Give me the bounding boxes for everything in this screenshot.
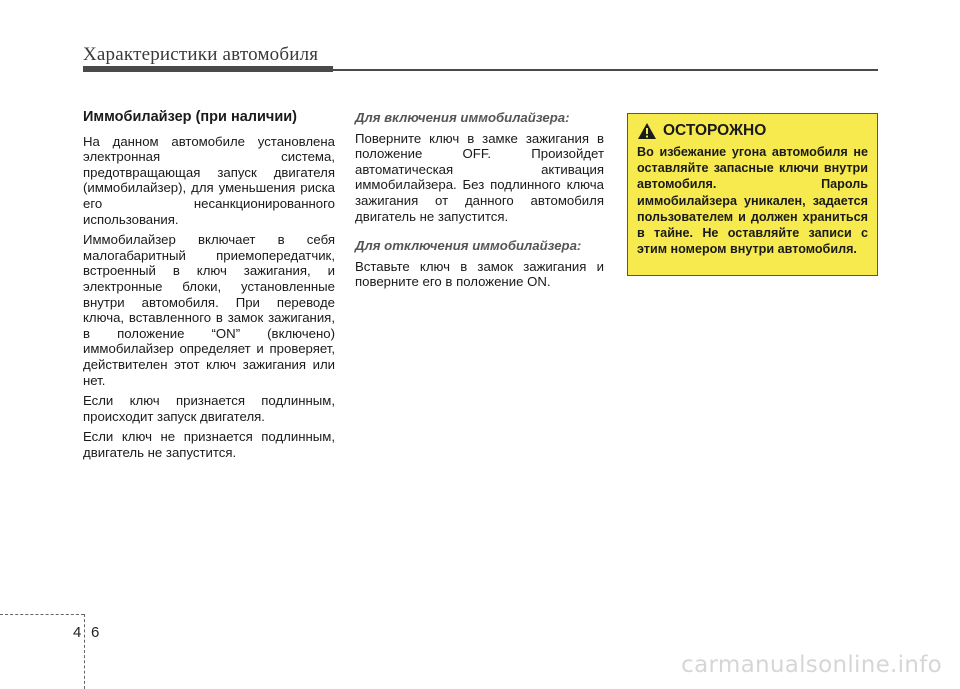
section-number: 4 xyxy=(73,624,82,641)
paragraph: Иммобилайзер включает в себя малогабаритный приемопередатчик, встроенный в ключ зажигания, и электронные блоки, установленные внутри автомобиля. При переводе ключа, вставленного в замок зажигания, в положение “ON” (включено) иммобилайзер определяет и проверяет, действителен этот ключ зажигания или нет. xyxy=(83,232,335,388)
warning-title: ОСТОРОЖНО xyxy=(663,122,767,139)
paragraph: На данном автомобиле установлена электронная система, предотвращающая запуск двигателя (иммобилайзер), для уменьшения риска его несанкционированного использования. xyxy=(83,133,335,227)
warning-triangle-icon xyxy=(637,122,657,140)
footer-divider-vertical xyxy=(84,614,85,689)
footer-divider-horizontal xyxy=(0,614,84,615)
disable-immobilizer-text: Вставьте ключ в замок зажигания и поверните его в положение ON. xyxy=(355,258,604,290)
paragraph: Если ключ не признается подлинным, двигатель не запустится. xyxy=(83,429,335,460)
middle-column xyxy=(355,110,604,295)
header-rule-thin xyxy=(333,69,878,71)
page-header-title: Характеристики автомобиля xyxy=(83,44,319,65)
header-rule-thick xyxy=(83,66,333,72)
warning-box xyxy=(627,113,878,276)
immobilizer-heading: Иммобилайзер (при наличии) xyxy=(83,109,297,125)
watermark: carmanualsonline.info xyxy=(681,652,942,678)
disable-immobilizer-heading: Для отключения иммобилайзера: xyxy=(355,238,582,254)
warning-text: Во избежание угона автомобиля не оставляйте запасные ключи внутри автомобиля. Пароль иммобилайзера уникален, задается пользователем и должен храниться в тайне. Не оставляйте записи с этим номером внутри автомобиля. xyxy=(637,145,868,257)
page-number: 6 xyxy=(91,624,100,641)
paragraph: Если ключ признается подлинным, происходит запуск двигателя. xyxy=(83,393,335,424)
left-column xyxy=(83,110,335,465)
enable-immobilizer-text: Поверните ключ в замке зажигания в положение OFF. Произойдет автоматическая активация иммобилайзера. Без подлинного ключа зажигания от данного автомобиля двигатель не запустится. xyxy=(355,130,604,224)
enable-immobilizer-heading: Для включения иммобилайзера: xyxy=(355,110,570,125)
warning-header xyxy=(637,122,868,140)
